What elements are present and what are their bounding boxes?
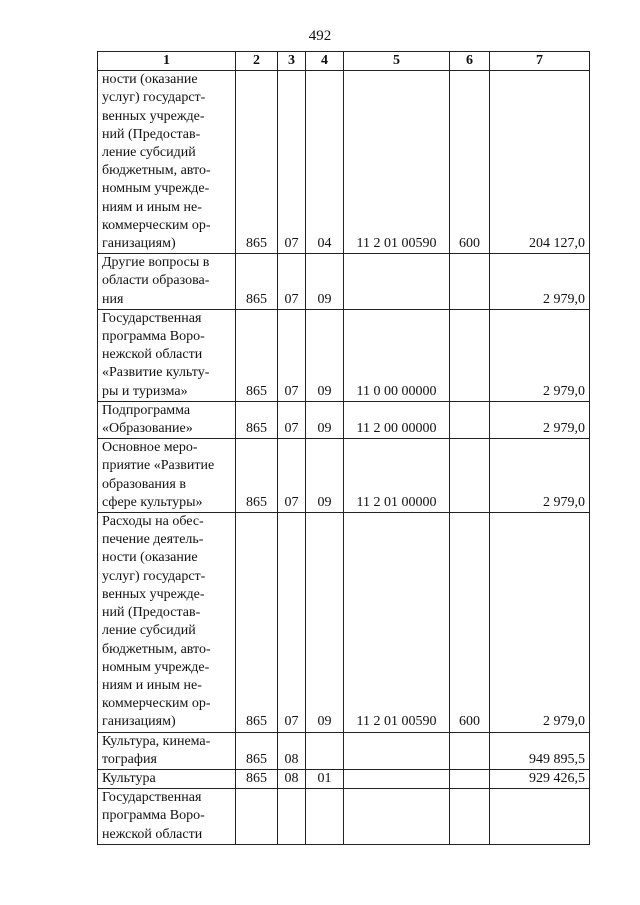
section-cell: 07 [278, 254, 306, 310]
amount-cell: 2 979,0 [490, 439, 590, 513]
item-name-line: коммерческим ор- [102, 696, 211, 712]
item-name-line: приятие «Развитие [102, 458, 215, 474]
table-row [98, 401, 590, 438]
expense-type-cell [450, 439, 490, 513]
item-name-line: ности (оказание [102, 72, 198, 88]
item-name-line: области образова- [102, 273, 210, 289]
target-article-cell: 11 2 01 00590 [344, 513, 450, 732]
column-header: 5 [344, 52, 450, 71]
item-name-cell [98, 309, 236, 401]
item-name-line: ганизациям) [102, 236, 176, 252]
budget-table [97, 51, 590, 845]
column-header: 2 [236, 52, 278, 71]
table-row [98, 789, 590, 845]
expense-type-cell [450, 769, 490, 788]
table-row [98, 71, 590, 254]
item-name-line: услуг) государст- [102, 90, 206, 106]
column-header: 7 [490, 52, 590, 71]
item-name-line: бюджетным, авто- [102, 163, 211, 179]
item-name-line: «Развитие культу- [102, 365, 210, 381]
item-name-line: нежской области [102, 347, 203, 363]
item-name-line: программа Воро- [102, 329, 205, 345]
target-article-cell [344, 789, 450, 845]
target-article-cell [344, 254, 450, 310]
table-row [98, 769, 590, 788]
item-name-line: ганизациям) [102, 714, 176, 730]
section-cell: 08 [278, 769, 306, 788]
column-header: 4 [306, 52, 344, 71]
item-name-line: печение деятель- [102, 532, 204, 548]
section-cell: 07 [278, 71, 306, 254]
section-cell: 07 [278, 309, 306, 401]
ved-cell [236, 789, 278, 845]
subsection-cell: 09 [306, 439, 344, 513]
expense-type-cell [450, 309, 490, 401]
table-row [98, 254, 590, 310]
ved-cell: 865 [236, 439, 278, 513]
subsection-cell: 01 [306, 769, 344, 788]
ved-cell: 865 [236, 309, 278, 401]
amount-cell: 949 895,5 [490, 732, 590, 769]
ved-cell: 865 [236, 732, 278, 769]
target-article-cell [344, 769, 450, 788]
item-name-line: ление субсидий [102, 145, 196, 161]
item-name-line: Основное меро- [102, 440, 198, 456]
amount-cell: 929 426,5 [490, 769, 590, 788]
item-name-line: услуг) государст- [102, 568, 206, 584]
item-name-cell [98, 401, 236, 438]
table-row [98, 309, 590, 401]
item-name-line: номным учрежде- [102, 181, 210, 197]
item-name-line: Культура, кинема- [102, 733, 211, 749]
subsection-cell: 09 [306, 401, 344, 438]
amount-cell: 2 979,0 [490, 401, 590, 438]
item-name-cell [98, 732, 236, 769]
table-row [98, 439, 590, 513]
target-article-cell: 11 2 01 00000 [344, 439, 450, 513]
item-name-line: Государственная [102, 790, 202, 806]
target-article-cell: 11 0 00 00000 [344, 309, 450, 401]
item-name-line: венных учрежде- [102, 108, 205, 124]
item-name-line: Культура [102, 770, 156, 786]
subsection-cell: 09 [306, 254, 344, 310]
item-name-cell [98, 439, 236, 513]
ved-cell: 865 [236, 769, 278, 788]
item-name-line: венных учрежде- [102, 586, 205, 602]
column-header: 6 [450, 52, 490, 71]
target-article-cell: 11 2 01 00590 [344, 71, 450, 254]
item-name-line: Подпрограмма [102, 402, 191, 418]
section-cell [278, 789, 306, 845]
subsection-cell: 04 [306, 71, 344, 254]
item-name-line: программа Воро- [102, 808, 205, 824]
item-name-line: нежской области [102, 826, 203, 842]
expense-type-cell [450, 401, 490, 438]
amount-cell: 2 979,0 [490, 513, 590, 732]
header-row [98, 52, 590, 71]
item-name-cell [98, 789, 236, 845]
subsection-cell [306, 732, 344, 769]
item-name-line: ление субсидий [102, 623, 196, 639]
item-name-line: бюджетным, авто- [102, 641, 211, 657]
table-body [98, 71, 590, 845]
item-name-line: Государственная [102, 310, 202, 326]
expense-type-cell: 600 [450, 71, 490, 254]
item-name-line: «Образование» [102, 421, 193, 437]
subsection-cell [306, 789, 344, 845]
item-name-line: ниям и иным не- [102, 199, 202, 215]
item-name-cell [98, 513, 236, 732]
item-name-line: ниям и иным не- [102, 677, 202, 693]
item-name-line: коммерческим ор- [102, 217, 211, 233]
section-cell: 08 [278, 732, 306, 769]
ved-cell: 865 [236, 254, 278, 310]
item-name-cell [98, 769, 236, 788]
expense-type-cell [450, 732, 490, 769]
column-header: 3 [278, 52, 306, 71]
item-name-line: ния [102, 291, 124, 307]
item-name-line: сфере культуры» [102, 494, 203, 510]
table-row [98, 732, 590, 769]
subsection-cell: 09 [306, 513, 344, 732]
amount-cell: 2 979,0 [490, 254, 590, 310]
item-name-cell [98, 71, 236, 254]
target-article-cell [344, 732, 450, 769]
expense-type-cell [450, 789, 490, 845]
expense-type-cell [450, 254, 490, 310]
item-name-line: номным учрежде- [102, 659, 210, 675]
item-name-cell [98, 254, 236, 310]
item-name-line: ний (Предостав- [102, 126, 201, 142]
column-header: 1 [98, 52, 236, 71]
amount-cell [490, 789, 590, 845]
item-name-line: Другие вопросы в [102, 255, 210, 271]
expense-type-cell: 600 [450, 513, 490, 732]
amount-cell: 204 127,0 [490, 71, 590, 254]
item-name-line: образования в [102, 476, 186, 492]
item-name-line: Расходы на обес- [102, 514, 204, 530]
item-name-line: тография [102, 751, 157, 767]
ved-cell: 865 [236, 513, 278, 732]
page-number: 492 [308, 28, 332, 44]
target-article-cell: 11 2 00 00000 [344, 401, 450, 438]
amount-cell: 2 979,0 [490, 309, 590, 401]
section-cell: 07 [278, 401, 306, 438]
ved-cell: 865 [236, 401, 278, 438]
section-cell: 07 [278, 439, 306, 513]
ved-cell: 865 [236, 71, 278, 254]
item-name-line: ности (оказание [102, 550, 198, 566]
table-row [98, 513, 590, 732]
item-name-line: ний (Предостав- [102, 605, 201, 621]
subsection-cell: 09 [306, 309, 344, 401]
item-name-line: ры и туризма» [102, 383, 188, 399]
section-cell: 07 [278, 513, 306, 732]
